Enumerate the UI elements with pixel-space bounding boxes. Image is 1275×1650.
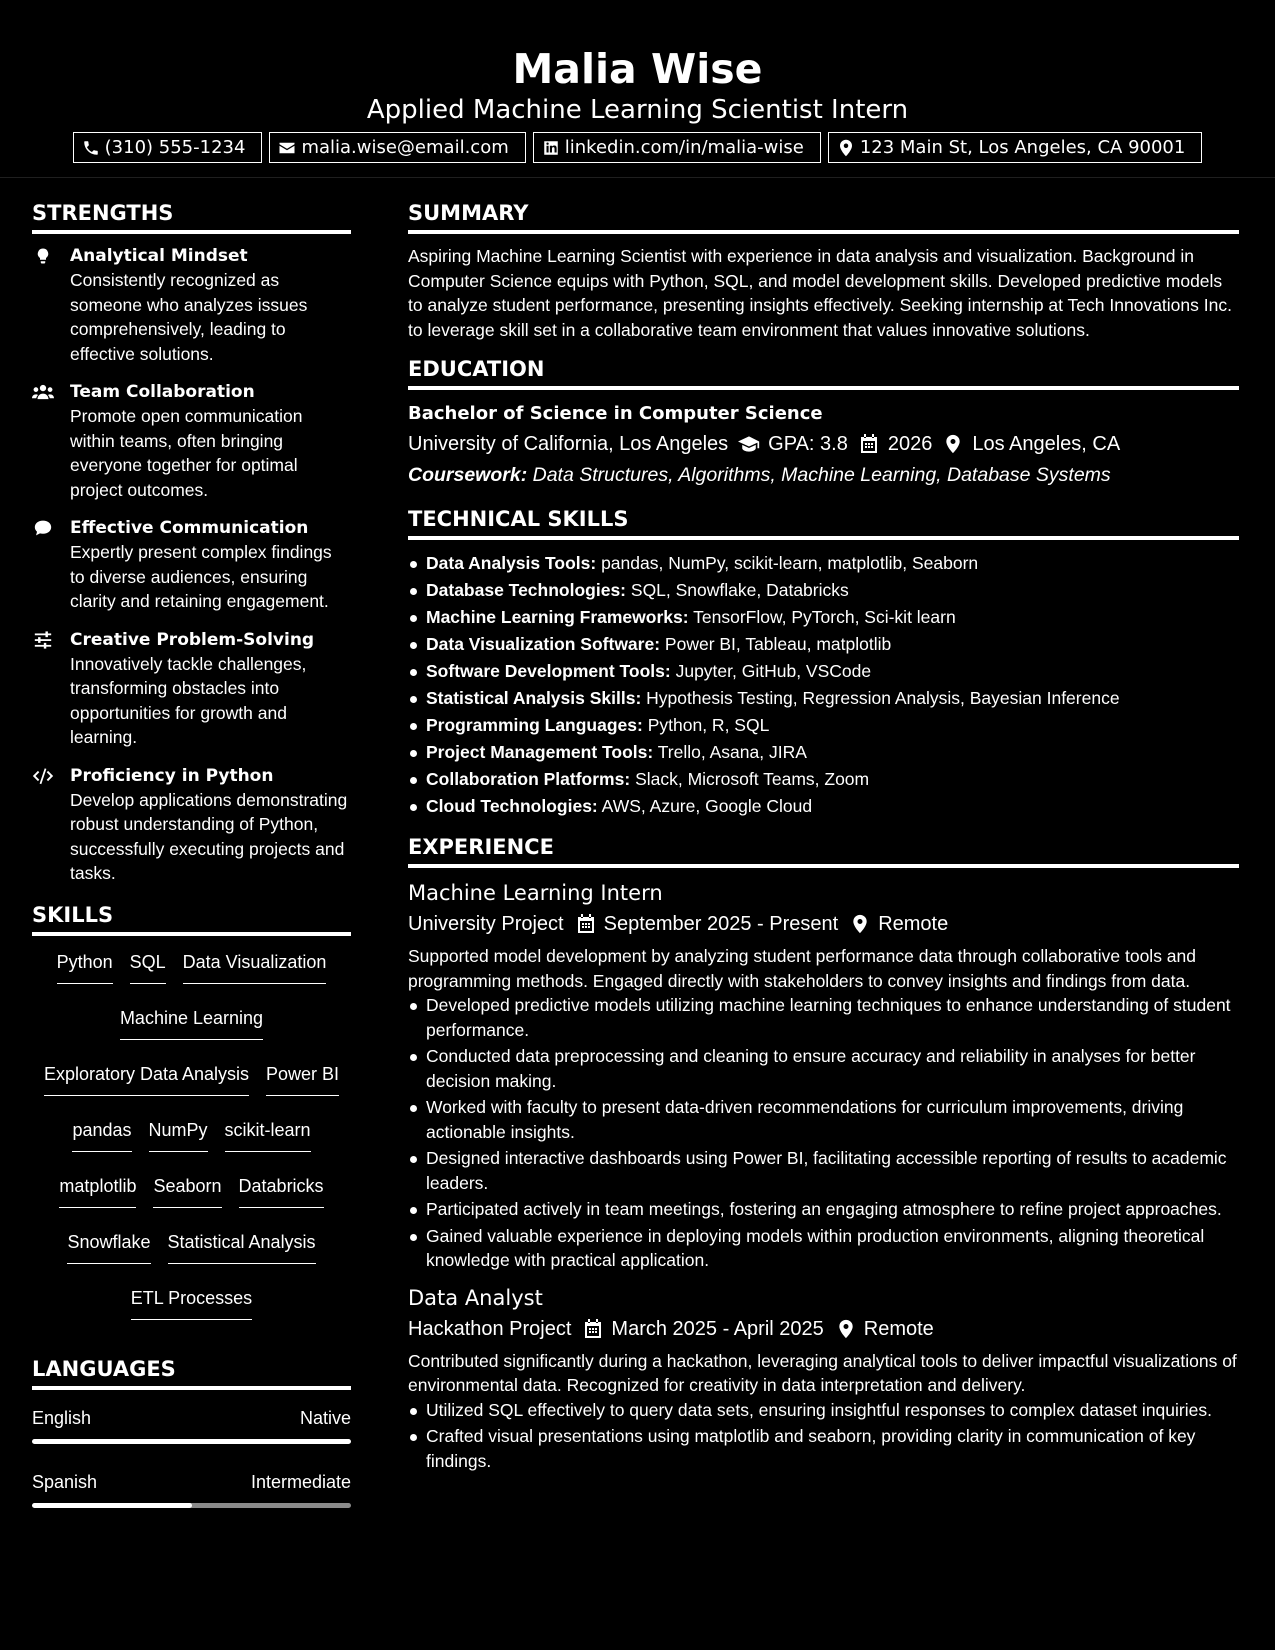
job-description: Supported model development by analyzing student performance data through collaborative tools and programming methods. Engaged directly with stakeholders to convey insights and findings from data. — [408, 946, 1197, 991]
calendar-icon — [858, 434, 880, 454]
technical-skills-list — [408, 550, 1239, 820]
job-title: Data Analyst — [408, 1285, 543, 1310]
education-heading: EDUCATION — [408, 354, 1239, 390]
strength-title: Team Collaboration — [70, 382, 255, 402]
job-bullets — [408, 1398, 1239, 1474]
strengths-section — [32, 198, 351, 886]
language-level: Native — [299, 1407, 351, 1428]
contact-phone-text: (310) 555-1234 — [104, 137, 246, 158]
skills-chips — [32, 946, 351, 1320]
graduation-year: 2026 — [887, 433, 933, 455]
strength-item — [32, 516, 351, 614]
school-name: University of California, Los Angeles — [408, 433, 729, 455]
coursework-list: Data Structures, Algorithms, Machine Learning, Database Systems — [532, 464, 1111, 486]
list-item: Collaboration Platforms: Slack, Microsoft Teams, Zoom — [408, 766, 1239, 793]
map-pin-icon — [837, 139, 855, 157]
job-entry — [408, 1283, 1239, 1474]
calendar-icon — [583, 1319, 603, 1339]
skill-chip: Statistical Analysis — [168, 1230, 316, 1264]
map-pin-icon — [942, 434, 964, 454]
job-title: Machine Learning Intern — [408, 881, 663, 905]
degree-title: Bachelor of Science in Computer Science — [408, 403, 823, 424]
school-location: Los Angeles, CA — [972, 433, 1121, 455]
job-location: Remote — [863, 1317, 934, 1340]
education-section — [408, 354, 1239, 490]
experience-heading: EXPERIENCE — [408, 832, 1239, 868]
phone-icon — [82, 139, 100, 157]
gpa: GPA: 3.8 — [768, 433, 848, 455]
contact-linkedin-text: linkedin.com/in/malia-wise — [564, 137, 804, 158]
strengths-heading: STRENGTHS — [32, 198, 351, 234]
summary-text: Aspiring Machine Learning Scientist with experience in data analysis and visualization. Background in Computer Science equips with Python, SQL, and model development skills. Developed predictive models to analyze student performance, presenting insights effectively. Seeking internship at Tech Innovations Inc. to leverage skill set in a collaborative team environment that values innovative solutions. — [408, 246, 1232, 340]
strength-item — [32, 244, 351, 366]
skill-chip: NumPy — [149, 1118, 208, 1152]
language-level: Intermediate — [250, 1471, 351, 1492]
skill-chip: Machine Learning — [120, 1006, 263, 1040]
contact-linkedin[interactable] — [533, 132, 821, 163]
strength-item — [32, 628, 351, 750]
technical-skills-section — [408, 504, 1239, 820]
job-description: Contributed significantly during a hackathon, leveraging analytical tools to deliver impactful visualizations of environmental data. Recognized for creativity in data interpretation and delivery. — [408, 1350, 1237, 1395]
job-entry — [408, 878, 1239, 1273]
strength-item — [32, 764, 351, 886]
strength-title: Creative Problem-Solving — [70, 629, 315, 650]
job-dates: March 2025 - April 2025 — [611, 1317, 824, 1340]
candidate-name: Malia Wise — [512, 45, 763, 93]
linkedin-icon — [542, 139, 560, 157]
skill-chip: Data Visualization — [183, 950, 327, 984]
language-proficiency-bar — [32, 1503, 351, 1508]
speech-bubble-icon — [32, 519, 54, 537]
list-item: Developed predictive models utilizing machine learning techniques to enhance understanding of student performance. — [408, 993, 1239, 1042]
list-item: Machine Learning Frameworks: TensorFlow, PyTorch, Sci-kit learn — [408, 604, 1239, 631]
list-item: Data Visualization Software: Power BI, Tableau, matplotlib — [408, 631, 1239, 658]
list-item: Worked with faculty to present data-driven recommendations for curriculum improvements, driving actionable insights. — [408, 1095, 1239, 1144]
lightbulb-icon — [32, 247, 54, 265]
strength-description: Promote open communication within teams, often bringing everyone together for optimal project outcomes. — [70, 406, 303, 500]
job-org: Hackathon Project — [408, 1317, 572, 1340]
strength-title: Proficiency in Python — [70, 765, 274, 786]
skill-chip: SQL — [130, 950, 166, 984]
list-item: Crafted visual presentations using matplotlib and seaborn, providing clarity in communication of key findings. — [408, 1424, 1239, 1473]
language-name: English — [32, 1407, 92, 1428]
envelope-icon — [278, 139, 296, 157]
strength-description: Develop applications demonstrating robust understanding of Python, successfully executing projects and tasks. — [70, 789, 348, 883]
contact-phone[interactable] — [73, 132, 263, 163]
skill-chip: Exploratory Data Analysis — [44, 1062, 249, 1096]
job-meta — [408, 1313, 1239, 1345]
skills-heading: SKILLS — [32, 900, 351, 936]
contact-address-text: 123 Main St, Los Angeles, CA 90001 — [859, 137, 1186, 158]
calendar-icon — [576, 914, 596, 934]
users-icon — [32, 383, 54, 401]
experience-section — [408, 832, 1239, 1473]
job-dates: September 2025 - Present — [603, 913, 839, 935]
contact-bar — [0, 132, 1275, 163]
job-bullets — [408, 993, 1239, 1273]
contact-email-text: malia.wise@email.com — [301, 137, 509, 158]
map-pin-icon — [850, 914, 870, 934]
job-location: Remote — [878, 913, 949, 935]
list-item: Utilized SQL effectively to query data sets, ensuring insightful responses to complex dataset inquiries. — [408, 1398, 1239, 1423]
code-icon — [32, 767, 54, 785]
skill-chip: Seaborn — [153, 1174, 221, 1208]
skill-chip: Power BI — [266, 1062, 339, 1096]
list-item: Designed interactive dashboards using Power BI, facilitating accessible reporting of results to academic leaders. — [408, 1146, 1239, 1195]
language-item — [32, 1406, 351, 1444]
skill-chip: ETL Processes — [131, 1286, 252, 1320]
list-item: Project Management Tools: Trello, Asana, JIRA — [408, 739, 1239, 766]
graduation-cap-icon — [738, 434, 760, 454]
summary-section — [408, 198, 1239, 342]
map-pin-icon — [836, 1319, 856, 1339]
candidate-role: Applied Machine Learning Scientist Intern — [366, 95, 909, 125]
list-item: Data Analysis Tools: pandas, NumPy, scikit-learn, matplotlib, Seaborn — [408, 550, 1239, 577]
contact-address[interactable] — [828, 132, 1203, 163]
strength-description: Consistently recognized as someone who analyzes issues comprehensively, leading to effective solutions. — [70, 270, 308, 364]
education-meta — [408, 428, 1239, 460]
contact-email[interactable] — [269, 132, 525, 163]
list-item: Programming Languages: Python, R, SQL — [408, 712, 1239, 739]
list-item: Cloud Technologies: AWS, Azure, Google Cloud — [408, 793, 1239, 820]
coursework-label: Coursework: — [408, 464, 528, 486]
left-column — [32, 198, 351, 1528]
resume-header — [0, 0, 1275, 178]
language-proficiency-bar — [32, 1439, 351, 1444]
list-item: Gained valuable experience in deploying models within production environments, aligning theoretical knowledge with practical application. — [408, 1224, 1239, 1273]
list-item: Database Technologies: SQL, Snowflake, Databricks — [408, 577, 1239, 604]
coursework — [408, 460, 1239, 490]
list-item: Statistical Analysis Skills: Hypothesis Testing, Regression Analysis, Bayesian Inference — [408, 685, 1239, 712]
languages-section — [32, 1354, 351, 1508]
strength-title: Effective Communication — [70, 518, 309, 538]
list-item: Conducted data preprocessing and cleaning to ensure accuracy and reliability in analyses for better decision making. — [408, 1044, 1239, 1093]
sliders-icon — [32, 631, 54, 649]
strength-title: Analytical Mindset — [70, 246, 248, 266]
language-name: Spanish — [32, 1471, 98, 1492]
right-column — [408, 198, 1239, 1483]
job-org: University Project — [408, 913, 564, 935]
skill-chip: Python — [57, 950, 113, 984]
language-item — [32, 1470, 351, 1508]
skills-section — [32, 900, 351, 1320]
skill-chip: Databricks — [239, 1174, 324, 1208]
languages-heading: LANGUAGES — [32, 1354, 351, 1390]
strength-description: Innovatively tackle challenges, transforming obstacles into opportunities for growth and learning. — [70, 653, 307, 747]
skill-chip: pandas — [72, 1118, 131, 1152]
skill-chip: scikit-learn — [225, 1118, 311, 1152]
strength-item — [32, 380, 351, 502]
skill-chip: Snowflake — [67, 1230, 150, 1264]
skill-chip: matplotlib — [59, 1174, 136, 1208]
job-meta — [408, 908, 1239, 940]
summary-heading: SUMMARY — [408, 198, 1239, 234]
strength-description: Expertly present complex findings to diverse audiences, ensuring clarity and retaining engagement. — [70, 542, 332, 611]
list-item: Participated actively in team meetings, fostering an engaging atmosphere to refine project approaches. — [408, 1197, 1239, 1222]
technical-skills-heading: TECHNICAL SKILLS — [408, 504, 1239, 540]
list-item: Software Development Tools: Jupyter, GitHub, VSCode — [408, 658, 1239, 685]
